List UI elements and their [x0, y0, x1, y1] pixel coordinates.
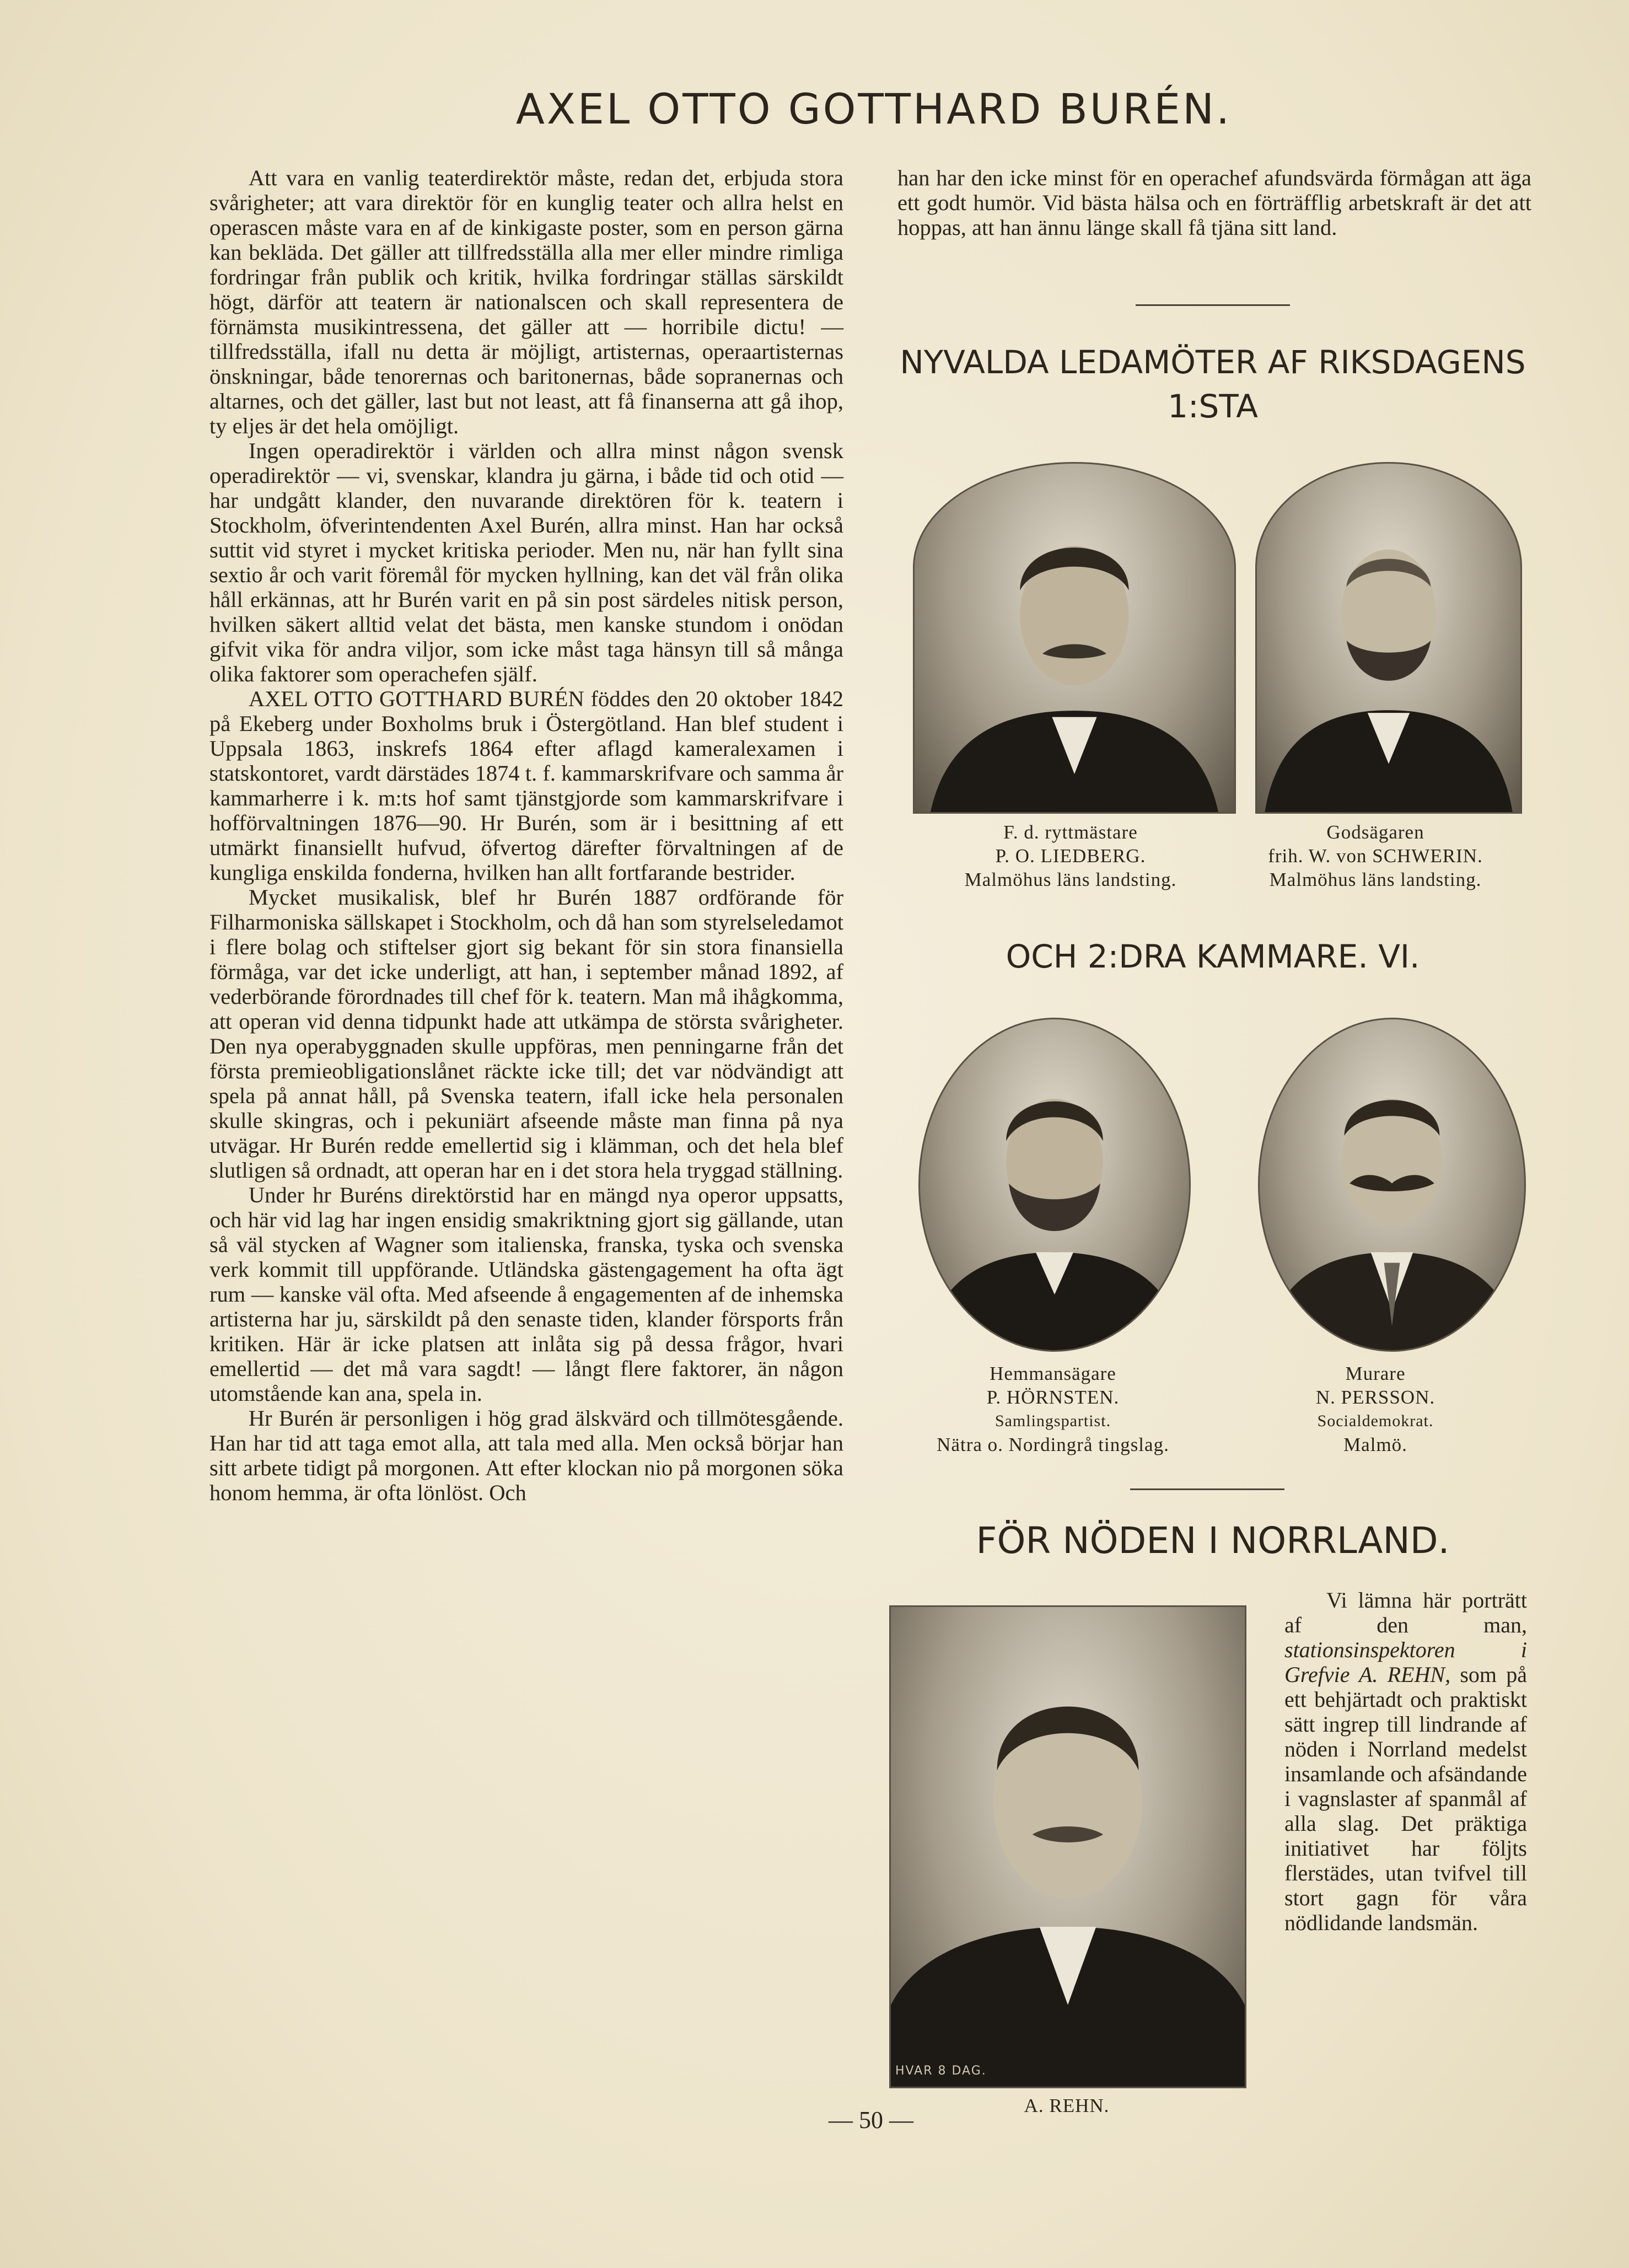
- article-paragraph: AXEL OTTO GOTTHARD BURÉN föddes den 20 oktober 1842 på Ekeberg under Boxholms bruk i Östergötland. Han blef student i Uppsala 1863, inskrefs 1864 efter aflagd kameralexamen i statskontoret, vardt därstädes 1874 t. f. kammarskrifvare och samma år kammarherre i k. m:ts hof samt tjänstgjorde som kammarskrifvare i hofförvaltningen 1876—90. Hr Burén, som är i besittning af ett utmärkt finansiellt hufvud, öfvertog därefter förvaltningen af de kungliga enskilda fonderna, hvilken han allt fortfarande bestrider.: [209, 686, 843, 885]
- page-number: — 50 —: [829, 2106, 913, 2133]
- caption-name: P. O. LIEDBERG.: [995, 845, 1146, 867]
- riksdag-heading-line2: 1:STA: [1168, 388, 1258, 425]
- caption-constituency: Malmöhus läns landsting.: [964, 869, 1177, 890]
- portrait-figure: [1260, 1019, 1524, 1350]
- caption-title: Hemmansägare: [990, 1363, 1116, 1384]
- article-paragraph: han har den icke minst för en operachef afundsvärda förmågan att äga ett godt humör. Vid bästa hälsa och en förträfflig arbetskraft är det att hoppas, att han ännu länge skall få tjäna sitt land.: [897, 165, 1531, 240]
- article-body: [209, 165, 843, 1505]
- norrland-text: [1284, 1588, 1527, 1935]
- article-title: AXEL OTTO GOTTHARD BURÉN.: [515, 84, 1232, 133]
- article-paragraph: Att vara en vanlig teaterdirektör måste, redan det, erbjuda stora svårigheter; att vara direktör för en kunglig teater och allra helst en operascen måste vara en af de kinkigaste poster, som en person gärna kan bekläda. Det gäller att tillfredsställa alla mer eller mindre rimliga fordringar från publik och kritik, hvilka fordringar ställas särskildt högt, därför att teatern är nationalscen och skall representera de förnämsta musikintressena, det gäller att — horribile dictu! — tillfredsställa, ifall nu detta är möjligt, artisternas, operaartisternas önskningar, både tenorernas och baritonernas, både sopranernas och altarnes, och det gäller, last but not least, att få finanserna att gå ihop, ty eljes är det hela omöjligt.: [209, 165, 843, 438]
- caption-title: Godsägaren: [1326, 821, 1424, 843]
- portrait-figure: [1257, 464, 1520, 812]
- caption-persson: [1221, 1362, 1530, 1457]
- riksdag-subheading: OCH 2:DRA KAMMARE. VI.: [1006, 938, 1420, 975]
- portrait-figure: [920, 1019, 1189, 1350]
- photo-credit: HVAR 8 DAG.: [895, 2064, 987, 2078]
- article-paragraph: Under hr Buréns direktörstid har en mängd nya operor uppsatts, och här vid lag har ingen ensidig smakriktning gjort sig gällande, utan så väl stycken af Wagner som italienska, franska, tyska och svenska verk kommit till uppförande. Utländska gästengagement ha ofta ägt rum — kanske väl ofta. Med afseende å engagementen af de inhemska artisterna har ju, särskildt på den senaste tiden, klander försports från kritiken. Här är icke platsen att inlåta sig på dessa frågor, hvari emellertid — det må vara sagdt! — långt flere faktorer, än någon utomstående kan ana, spela in.: [209, 1183, 843, 1406]
- caption-liedberg: [916, 820, 1225, 891]
- caption-party: Socialdemokrat.: [1317, 1412, 1434, 1430]
- article-continuation: [897, 165, 1531, 240]
- portrait-liedberg: [913, 462, 1236, 814]
- article-paragraph: Hr Burén är personligen i hög grad älskvärd och tillmötesgående. Han har tid att taga emot alla, att tala med alla. Men också börjar han sitt arbete tidigt på morgonen. Att efter klockan nio på morgonen söka honom hemma, är ofta lönlöst. Och: [209, 1406, 843, 1505]
- caption-constituency: Malmöhus läns landsting.: [1269, 869, 1482, 890]
- caption-hornsten: [899, 1362, 1207, 1457]
- caption-name: N. PERSSON.: [1315, 1386, 1436, 1408]
- section-divider: [1130, 1488, 1284, 1490]
- caption-title: Murare: [1345, 1363, 1406, 1384]
- caption-constituency: Malmö.: [1343, 1434, 1407, 1455]
- article-paragraph: Ingen operadirektör i världen och allra minst någon svensk operadirektör — vi, svenskar, klandra ju gärna, i både tid och otid — har undgått klander, den nuvarande direktören för k. teatern i Stockholm, öfverintendenten Axel Burén, allra minst. Han har också suttit vid styret i mycket kritiska perioder. Men nu, när han fyllt sina sextio år och varit föremål för mycken hyllning, kan det väl från olika håll erkännas, att hr Burén varit en på sin post särdeles nitisk person, hvilken säkert alltid velat det bästa, men kanske stundom i onödan gifvit vika för andra viljor, som icke måst taga hänsyn till så många olika faktorer som operachefen själf.: [209, 438, 843, 686]
- caption-title: F. d. ryttmästare: [1003, 821, 1138, 843]
- norrland-paragraph: Vi lämna här porträtt af den man, stationsinspektoren i Grefvie A. REHN, som på ett behjärtadt och praktiskt sätt ingrep till lindrande af nöden i Norrland medelst insamlande och afsändande i vagnslaster af spanmål af alla slag. Det präktiga initiativet har följts flerstädes, utan tvifvel till stort gagn för våra nödlidande landsmän.: [1284, 1588, 1527, 1935]
- portrait-hornsten: [918, 1018, 1191, 1352]
- portrait-persson: [1258, 1018, 1526, 1352]
- riksdag-heading-line1: NYVALDA LEDAMÖTER AF RIKSDAGENS: [900, 343, 1526, 381]
- caption-name: A. REHN.: [1024, 2095, 1110, 2116]
- caption-schwerin: [1221, 820, 1530, 891]
- portrait-figure: [891, 1607, 1245, 2087]
- article-paragraph: Mycket musikalisk, blef hr Burén 1887 ordförande för Filharmoniska sällskapet i Stockholm, och då han som styrelseledamot i flere bolag och stiftelser gjort sig bekant för sin stora finansiella förmåga, var det icke underligt, att han, i september månad 1892, af vederbörande förordnades till chef för k. teatern. Man må ihågkomma, att operan vid denna tidpunkt hade att utkämpa de största svårigheter. Den nya operabyggnaden skulle uppföras, men penningarne från det första premieobligationslånet räckte icke till; det var nödvändigt att spela på annat håll, på Svenska teatern, ifall icke hela personalen skulle skingras, och i pekuniärt afseende måste man finna på nya utvägar. Hr Burén redde emellertid sig i klämman, och det hela blef slutligen så ordnadt, att operan har en i det stora hela tryggad ställning.: [209, 885, 843, 1183]
- riksdag-heading: [860, 343, 1566, 425]
- section-divider: [1136, 304, 1290, 306]
- portrait-schwerin: [1255, 462, 1522, 814]
- caption-name: P. HÖRNSTEN.: [986, 1386, 1120, 1408]
- norrland-heading: FÖR NÖDEN I NORRLAND.: [976, 1519, 1450, 1562]
- caption-name: frih. W. von SCHWERIN.: [1268, 845, 1483, 867]
- portrait-figure: [915, 464, 1234, 812]
- caption-constituency: Nätra o. Nordingrå tingslag.: [937, 1434, 1169, 1455]
- portrait-rehn: [889, 1605, 1246, 2088]
- caption-party: Samlingspartist.: [994, 1412, 1111, 1430]
